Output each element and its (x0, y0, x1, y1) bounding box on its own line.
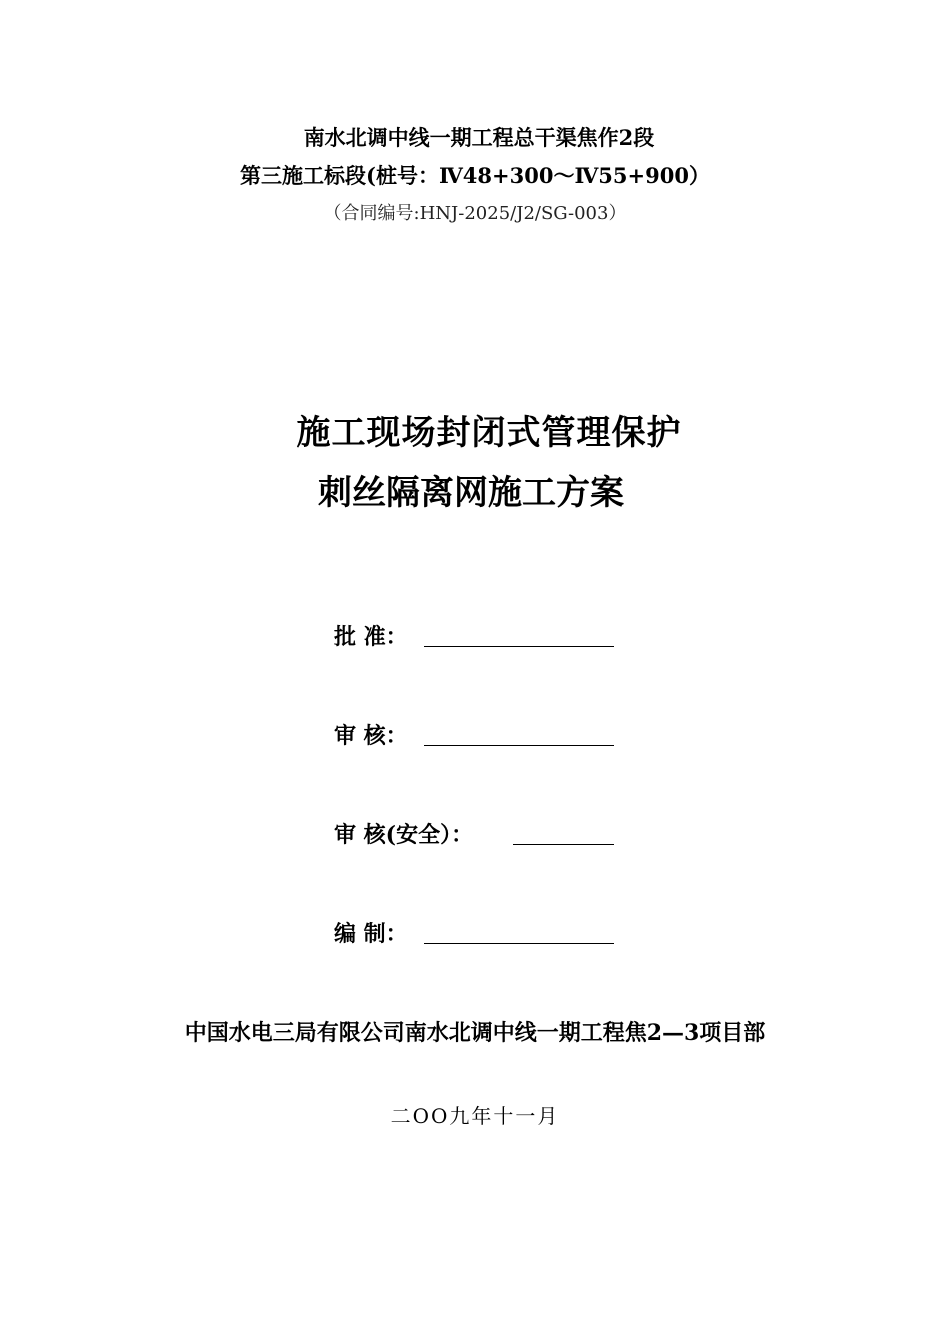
review-label: 审 核： (334, 723, 408, 749)
organization-name: 中国水电三局有限公司南水北调中线一期工程焦2—3项目部 (184, 1020, 766, 1046)
review-row (334, 719, 624, 753)
document-date: 二OO九年十一月 (390, 1104, 560, 1128)
approve-signature-line (424, 646, 614, 647)
project-title-line1: 南水北调中线一期工程总干渠焦作2段 (303, 125, 655, 150)
approve-label: 批 准： (334, 624, 408, 650)
approve-row (334, 620, 624, 654)
review-signature-line (424, 745, 614, 746)
safety-review-row (334, 818, 624, 852)
prepare-signature-line (424, 943, 614, 944)
safety-review-signature-line (513, 844, 614, 845)
safety-review-label: 审 核(安全）： (334, 822, 474, 848)
prepare-row (334, 917, 624, 951)
document-title-line2: 刺丝隔离网施工方案 (318, 473, 624, 513)
contract-number: （合同编号:HNJ-2025/J2/SG-003） (323, 203, 627, 224)
prepare-label: 编 制： (334, 921, 408, 947)
project-title-line2: 第三施工标段(桩号：Ⅳ48+300～Ⅳ55+900） (240, 163, 710, 188)
document-title-line1: 施工现场封闭式管理保护 (296, 413, 682, 453)
